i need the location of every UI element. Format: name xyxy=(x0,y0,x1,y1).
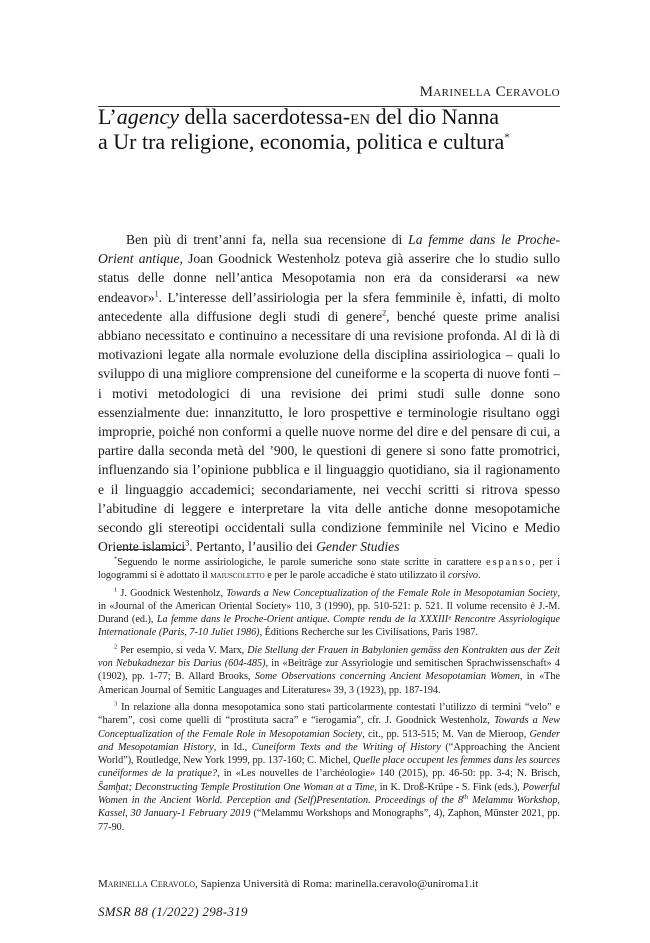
journal-citation: SMSR 88 (1/2022) 298-319 xyxy=(98,904,248,919)
footnote-separator xyxy=(118,549,186,550)
footnotes xyxy=(98,556,560,838)
body-paragraph xyxy=(98,230,560,556)
footnote-text: , per i logogrammi si è adottato il xyxy=(98,557,560,582)
article-title xyxy=(98,104,568,154)
footnote-text: , in «Beiträge zur Assyriologie und semitischen Sprachwissenschaft» 4 (1902), pp. 1-77; B. Allard Brooks, xyxy=(98,658,560,683)
footnote-mark: * xyxy=(114,555,118,563)
footnote-text: , cit., pp. 513-515; M. Van de Mieroop, xyxy=(362,728,530,740)
footnote-text: Melammu Workshop, Kassel, 30 January-1 February 2019 xyxy=(98,795,560,820)
footnote-text: , Éditions Recherche sur les Civilisations, Paris 1987. xyxy=(259,627,479,639)
title-footnote-mark: * xyxy=(504,131,510,144)
footnote-star xyxy=(98,556,560,583)
affiliation-text: , Sapienza Università di Roma: marinella.ceravolo@uniroma1.it xyxy=(195,878,479,890)
footnote-text: Some Observations concerning Ancient Mesopotamian Women xyxy=(254,671,520,683)
footnote-text: Šamḫat; Deconstructing Temple Prostitution One Woman at a Time xyxy=(98,781,375,793)
footnote-text: In relazione alla donna mesopotamica sono stati particolarmente contestati l’utilizzo di termini “velo” e “harem”, così come quelli di “prostituta sacra” e “ierogamia”, cfr. J. Goodnick Westenholz, xyxy=(98,701,560,727)
author-affiliation xyxy=(98,878,568,891)
footnote-ref[interactable]: 2 xyxy=(382,308,387,318)
footnote-3 xyxy=(98,701,560,834)
title-text: a Ur tra religione, economia, politica e cultura xyxy=(98,129,505,154)
footnote-text: , in «Les nouvelles de l’archéologie» 140 (2015), pp. 46-50: pp. 3-4; N. Brisch, xyxy=(217,768,560,780)
title-text: en xyxy=(350,104,371,129)
body-text: Ben più di trent’anni fa, nella sua recensione di xyxy=(126,232,409,247)
footnote-text: J. Goodnick Westenholz, xyxy=(117,587,227,599)
body-italic: La femme dans le Proche-Orient antique xyxy=(98,232,560,267)
body-text: . Pertanto, l’ausilio dei xyxy=(189,539,317,555)
body-italic: Gender Studies xyxy=(316,539,400,555)
footnote-text: , in «The American Journal of Semitic Languages and Literatures» 39, 3 (1923), pp. 187-194. xyxy=(98,671,561,696)
footnote-text: , in «Journal of the American Oriental Society» 110, 3 (1990), pp. 510-521: p. 521. Il volume recensito è J.-M. Durand (ed.), xyxy=(98,587,560,626)
footnote-text: (“Approaching the Ancient World”), Routledge, New York 1999, pp. 137-160; C. Michel, xyxy=(98,741,560,767)
footnote-ref[interactable]: 3 xyxy=(185,538,190,548)
footnote-text: . xyxy=(477,570,481,582)
affiliation-name: Marinella Ceravolo xyxy=(98,878,196,890)
footnote-text: corsivo xyxy=(447,570,478,582)
footnote-text: Gender and Mesopotamian History xyxy=(98,728,561,753)
title-text: del dio Nanna xyxy=(370,104,499,129)
footnote-text: espanso xyxy=(486,557,533,568)
running-head-author: Marinella Ceravolo xyxy=(419,84,560,100)
title-text: agency xyxy=(116,104,180,129)
footnote-text: maiuscoletto xyxy=(210,570,265,582)
footnote-text: Towards a New Conceptualization of the Female Role in Mesopotamian Society xyxy=(226,587,558,599)
footnote-text: Cuneiform Texts and the Writing of History xyxy=(251,741,441,753)
footnote-text: e per le parole accadiche è stato utilizzato il xyxy=(264,570,448,582)
footnote-mark: 1 xyxy=(114,586,118,594)
footnote-1 xyxy=(98,587,560,640)
footnote-text: th xyxy=(463,793,469,801)
footnote-text: Quelle place occupent les femmes dans les sources cunéiformes de la pratique? xyxy=(98,755,560,780)
footnote-text: Die Stellung der Frauen in Babylonien gemäss den Kontrakten aus der Zeit von Nebukadnezar bis Darius (604-485) xyxy=(98,644,560,670)
footnote-text: Seguendo le norme assiriologiche, le parole sumeriche sono state scritte in carattere xyxy=(117,557,487,568)
title-text: della sacerdotessa- xyxy=(179,104,351,129)
title-text: L’ xyxy=(98,104,117,129)
footnote-text: , in K. Droß-Krüpe - S. Fink (eds.), xyxy=(374,781,523,793)
footnote-text: Towards a New Conceptualization of the Female Role in Mesopotamian Society xyxy=(98,715,561,740)
footnote-ref[interactable]: 1 xyxy=(154,289,159,299)
footnote-text: , in Id., xyxy=(213,741,252,753)
footnote-text: La femme dans le Proche-Orient antique. Compte rendu de la XXXIIIᵉ Rencontre Assyriologique Internationale (Paris, 7-10 Juliet 1986) xyxy=(98,614,561,639)
footnote-text: Per esempio, si veda V. Marx, xyxy=(117,644,248,656)
body-text: , benché queste prime analisi abbiano necessitato e continuino a necessitare di una revisione profonda. Al di là di motivazioni legate alla normale evoluzione della disciplina assiriologica – quali lo sviluppo di una migliore comprensione del cuneiforme e la scoperta di nuove fonti – i motivi metodologici di una revisione dei primi studi sulle donne sono essenzialmente due: innanzitutto, le loro prospettive e terminologie risultano oggi improprie, poiché non conformi a quelle nuove norme del dire e del pensare di cui, a partire dalla seconda metà del ’900, le questioni di genere si sono fatte promotrici, influenzando sia l’opinione pubblica e il linguaggio quotidiano, sia il ragionamento e il linguaggio accademici; secondariamente, nei vecchi scritti si ritrova spesso l’abitudine di leggere e interpretare la vita delle antiche donne mesopotamiche secondo gli stereotipi occidentali sulla condizione femminile nel Vicino e Medio Oriente islamici xyxy=(98,308,561,555)
footnote-text: Powerful Women in the Ancient World. Perception and (Self)Presentation. Proceedings of the 8 xyxy=(98,781,560,807)
body-text: . L’interesse dell’assiriologia per la sfera femminile è, infatti, di molto antecedente alla diffusione degli studi di genere xyxy=(98,289,560,324)
footnote-mark: 2 xyxy=(114,643,118,651)
footnote-2 xyxy=(98,644,560,697)
body-text: , Joan Goodnick Westenholz poteva già asserire che lo studio sullo status delle donne nell’antica Mesopotamia non era da considerarsi «a new endeavor» xyxy=(98,251,560,305)
footnote-text: (“Melammu Workshops and Monographs”, 4), Zaphon, Münster 2021, pp. 77-90. xyxy=(98,808,560,833)
footnote-mark: 3 xyxy=(114,700,118,708)
